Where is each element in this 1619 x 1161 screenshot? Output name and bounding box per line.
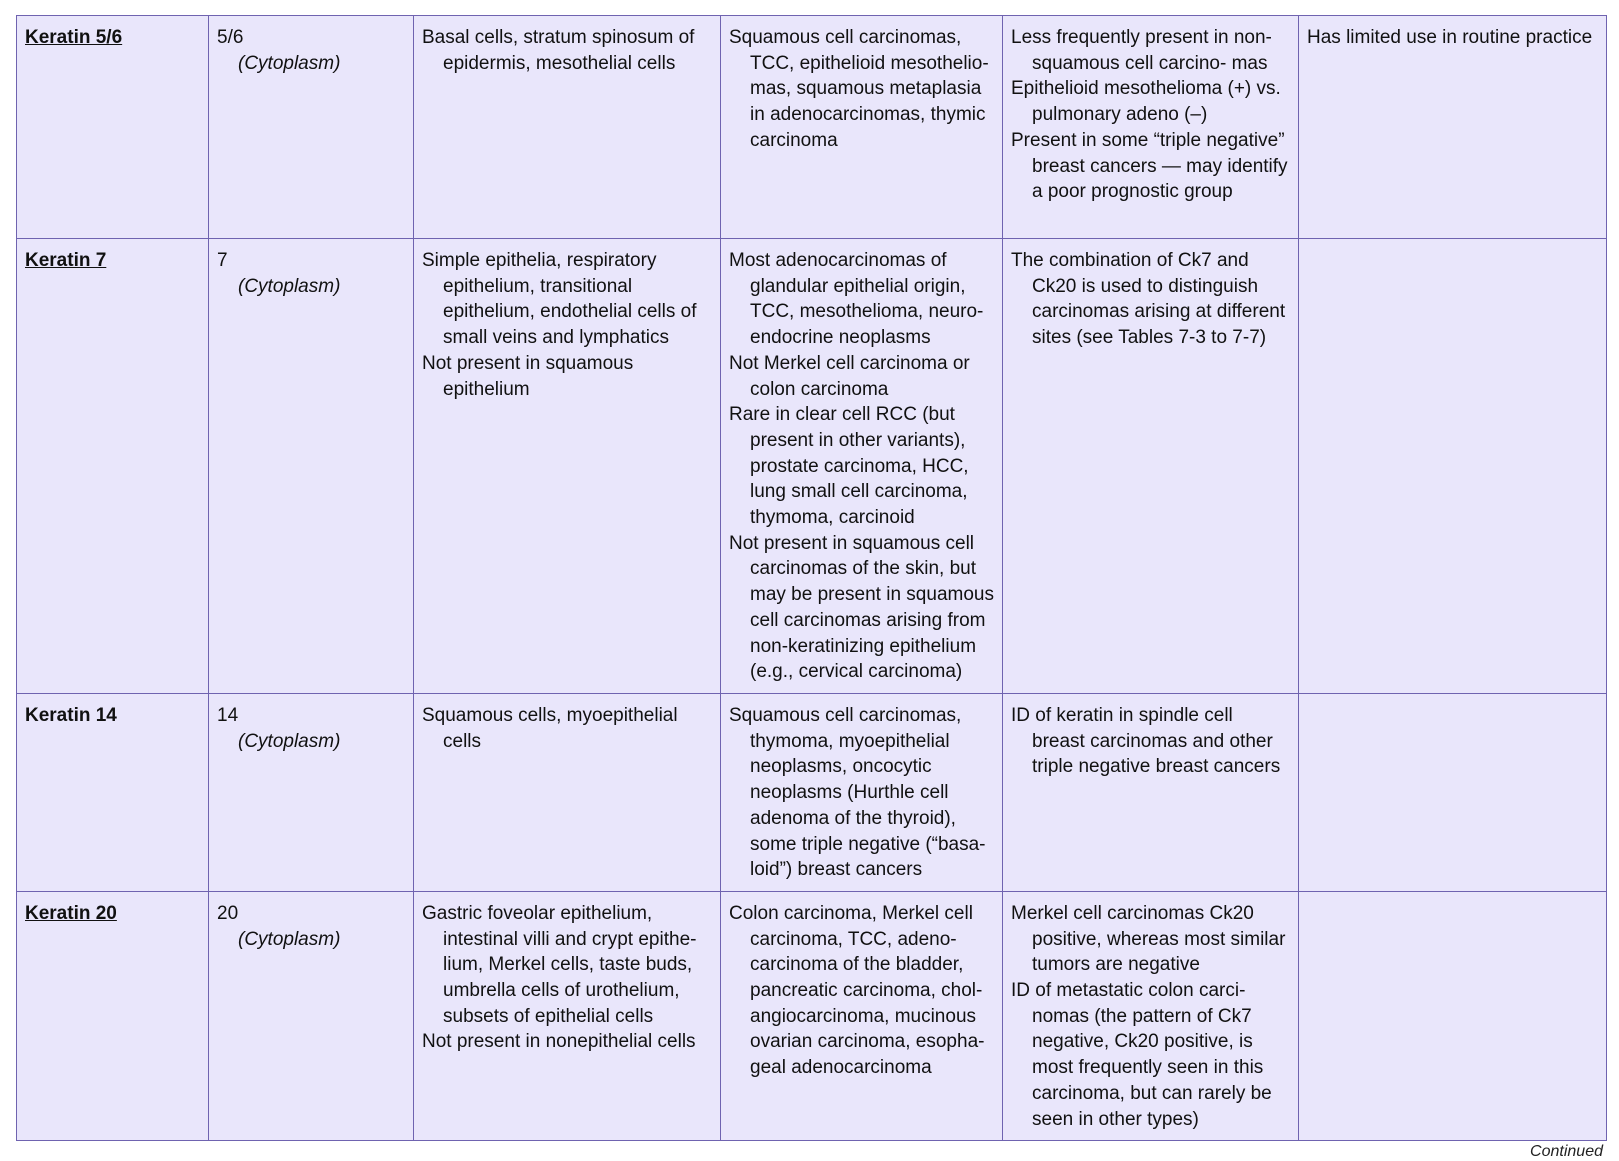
entry-text: Basal cells, stratum spinosum of epidermis, mesothelial cells — [422, 27, 695, 74]
staining-location: (Cytoplasm) — [238, 52, 341, 74]
tumors-cell — [721, 239, 1003, 694]
antibody-name-cell — [17, 694, 209, 892]
staining-location: (Cytoplasm) — [238, 928, 341, 950]
comments-cell — [1003, 239, 1299, 694]
entry-text: ID of metastatic colon carci- nomas (the pattern of Ck7 negative, Ck20 positive, is most frequently seen in this carcinoma, but can rarely be seen in other types) — [1011, 980, 1272, 1130]
antibody-name-cell — [17, 239, 209, 694]
keratin-number: 7 — [217, 250, 228, 271]
antibody-name: Keratin 5/6 — [25, 27, 123, 48]
entry-text: Less frequently present in non-squamous cell carcino- mas — [1011, 27, 1272, 74]
entry-text: Not present in nonepithelial cells — [422, 1031, 696, 1053]
entry-text: ID of keratin in spindle cell breast carcinomas and other triple negative breast cancers — [1011, 705, 1281, 778]
comments-cell — [1003, 694, 1299, 892]
entry-text: Not present in squamous cell carcinomas of the skin, but may be present in squamous cell carcinomas arising from non-keratinizing epithelium (e.g., cervical carcinoma) — [729, 532, 994, 683]
entry-text: Present in some “triple negative” breast cancers — may identify a poor prognostic group — [1011, 129, 1288, 203]
antibody-name-cell — [17, 16, 209, 239]
entry-text: Not Merkel cell carcinoma or colon carcinoma — [729, 352, 970, 400]
normal-tissue-cell — [414, 16, 721, 239]
table-row — [17, 16, 1607, 239]
table-body — [17, 16, 1607, 1141]
keratin-number: 5/6 — [217, 27, 244, 48]
entry-text: Has limited use in routine practice — [1307, 27, 1593, 48]
entry-text: Gastric foveolar epithelium, intestinal villi and crypt epithe- lium, Merkel cells, taste buds, umbrella cells of urothelium, subsets of epithelial cells — [422, 902, 697, 1027]
pitfalls-cell — [1299, 239, 1607, 694]
staining-location: (Cytoplasm) — [238, 275, 341, 297]
keratin-table — [16, 15, 1607, 1141]
entry-text: Squamous cells, myoepithelial cells — [422, 705, 678, 752]
pitfalls-cell — [1299, 694, 1607, 892]
entry-text: Rare in clear cell RCC (but present in other variants), prostate carcinoma, HCC, lung small cell carcinoma, thymoma, carcinoid — [729, 404, 969, 529]
keratin-number: 20 — [217, 902, 239, 924]
entry-text: Merkel cell carcinomas Ck20 positive, whereas most similar tumors are negative — [1011, 902, 1286, 976]
table-row — [17, 239, 1607, 694]
pitfalls-cell — [1299, 891, 1607, 1140]
entry-text: Simple epithelia, respiratory epithelium, transitional epithelium, endothelial cells of small veins and lymphatics — [422, 250, 697, 349]
continued-note: Continued — [1530, 1143, 1603, 1160]
staining-location: (Cytoplasm) — [238, 730, 341, 752]
normal-tissue-cell — [414, 891, 721, 1140]
keratin-number-cell — [209, 239, 414, 694]
entry-text: Most adenocarcinomas of glandular epithelial origin, TCC, mesothelioma, neuro- endocrine neoplasms — [729, 250, 984, 349]
keratin-number-cell — [209, 694, 414, 892]
normal-tissue-cell — [414, 239, 721, 694]
entry-text: Squamous cell carcinomas, TCC, epithelioid mesothelio- mas, squamous metaplasia in adenocarcinomas, thymic carcinoma — [729, 27, 989, 151]
antibody-name: Keratin 7 — [25, 250, 107, 271]
tumors-cell — [721, 694, 1003, 892]
keratin-number-cell — [209, 16, 414, 239]
pitfalls-cell — [1299, 16, 1607, 239]
entry-text: The combination of Ck7 and Ck20 is used to distinguish carcinomas arising at different sites (see Tables 7-3 to 7-7) — [1011, 250, 1286, 349]
tumors-cell — [721, 16, 1003, 239]
antibody-name-cell — [17, 891, 209, 1140]
entry-text: Epithelioid mesothelioma (+) vs. pulmonary adeno (–) — [1011, 78, 1281, 126]
normal-tissue-cell — [414, 694, 721, 892]
antibody-name: Keratin 20 — [25, 902, 117, 924]
table-row — [17, 694, 1607, 892]
entry-text: Not present in squamous epithelium — [422, 352, 634, 400]
antibody-name: Keratin 14 — [25, 705, 117, 726]
keratin-number-cell — [209, 891, 414, 1140]
keratin-number: 14 — [217, 705, 239, 726]
comments-cell — [1003, 16, 1299, 239]
comments-cell — [1003, 891, 1299, 1140]
table-row — [17, 891, 1607, 1140]
entry-text: Colon carcinoma, Merkel cell carcinoma, TCC, adeno- carcinoma of the bladder, pancreatic carcinoma, chol- angiocarcinoma, mucinous ovarian carcinoma, esopha- geal adenocarcinoma — [729, 902, 985, 1079]
tumors-cell — [721, 891, 1003, 1140]
entry-text: Squamous cell carcinomas, thymoma, myoepithelial neoplasms, oncocytic neoplasms (Hurthle cell adenoma of the thyroid), some triple negative (“basa- loid”) breast cancers — [729, 705, 986, 881]
